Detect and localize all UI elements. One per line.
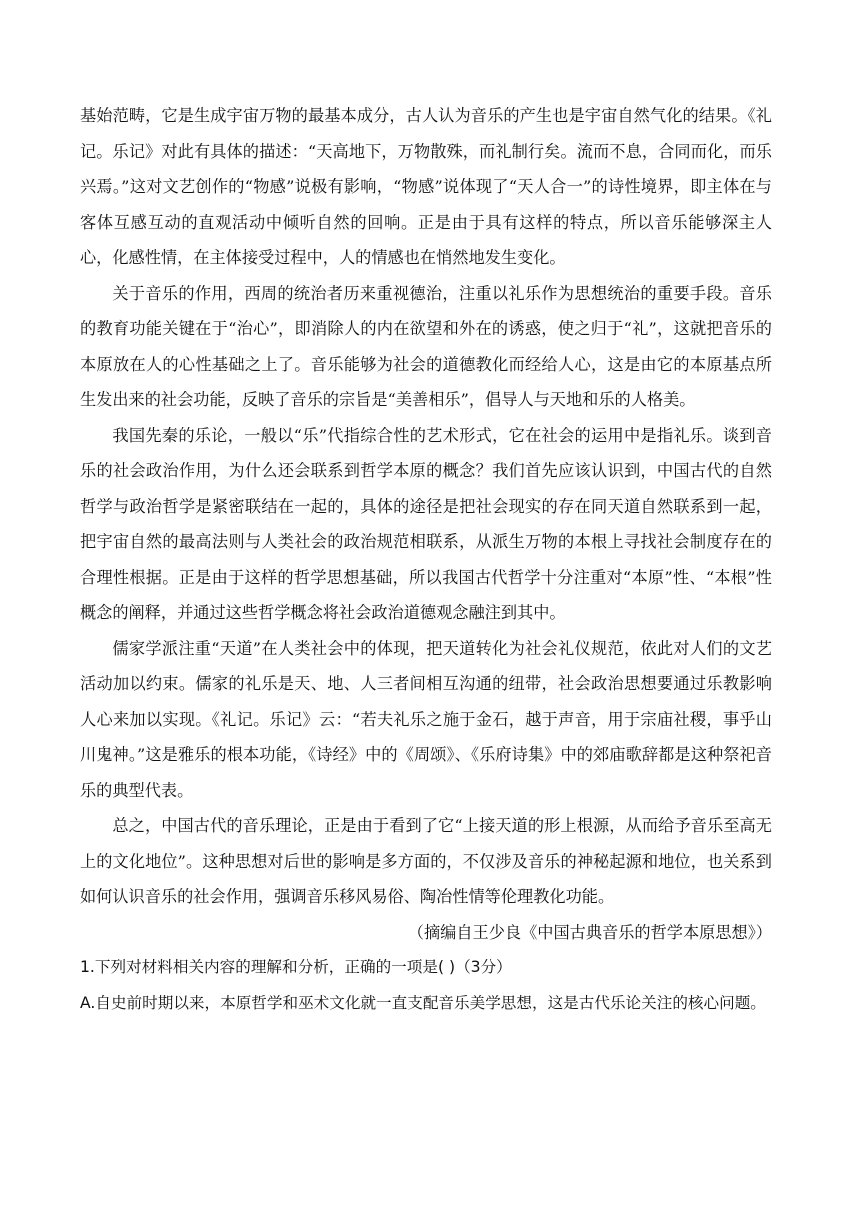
paragraph-1: 基始范畴，它是生成宇宙万物的最基本成分，古人认为音乐的产生也是宇宙自然气化的结果。《礼记。乐记》对此有具体的描述：“天高地下，万物散殊，而礼制行矣。流而不息，合同而化，而乐兴焉。”这对文艺创作的“物感”说极有影响，“物感”说体现了“天人合一”的诗性境界，即主体在与客体互感互动的直观活动中倾听自然的回响。正是由于具有这样的特点，所以音乐能够深主人心，化感性情，在主体接受过程中，人的情感也在悄然地发生变化。 <box>80 106 772 267</box>
source-citation: （摘编自王少良《中国古典音乐的哲学本原思想》） <box>407 922 772 942</box>
paragraph-5: 总之，中国古代的音乐理论，正是由于看到了它“上接天道的形上根源，从而给予音乐至高无上的文化地位”。这种思想对后世的影响是多方面的，不仅涉及音乐的神秘起源和地位，也关系到如何认识音乐的社会作用，强调音乐移风易俗、陶冶性情等伦理教化功能。 <box>80 816 772 906</box>
document-page <box>80 98 772 1021</box>
question-option-a: A.自史前时期以来，本原哲学和巫术文化就一直支配音乐美学思想，这是古代乐论关注的核心问题。 <box>80 993 766 1012</box>
paragraph-3: 我国先秦的乐论，一般以“乐”代指综合性的艺术形式，它在社会的运用中是指礼乐。谈到音乐的社会政治作用，为什么还会联系到哲学本原的概念？我们首先应该认识到，中国古代的自然哲学与政治哲学是紧密联结在一起的，具体的途径是把社会现实的存在同天道自然联系到一起，把宇宙自然的最高法则与人类社会的政治规范相联系，从派生万物的本根上寻找社会制度存在的合理性根据。正是由于这样的哲学思想基础，所以我国古代哲学十分注重对“本原”性、“本根”性概念的阐释，并通过这些哲学概念将社会政治道德观念融注到其中。 <box>80 425 772 622</box>
paragraph-2: 关于音乐的作用，西周的统治者历来重视德治，注重以礼乐作为思想统治的重要手段。音乐的教育功能关键在于“治心”，即消除人的内在欲望和外在的诱惑，使之归于“礼”，这就把音乐的本原放在人的心性基础之上了。音乐能够为社会的道德教化而经给人心，这是由它的本原基点所生发出来的社会功能，反映了音乐的宗旨是“美善相乐”，倡导人与天地和乐的人格美。 <box>80 283 772 409</box>
paragraph-4: 儒家学派注重“天道”在人类社会中的体现，把天道转化为社会礼仪规范，依此对人们的文艺活动加以约束。儒家的礼乐是天、地、人三者间相互沟通的纽带，社会政治思想要通过乐教影响人心来加以实现。《礼记。乐记》云：“若夫礼乐之施于金石，越于声音，用于宗庙社稷，事乎山川鬼神。”这是雅乐的根本功能，《诗经》中的《周颂》、《乐府诗集》中的郊庙歌辞都是这种祭祀音乐的典型代表。 <box>80 638 772 800</box>
question-stem: 1.下列对材料相关内容的理解和分析，正确的一项是( )（3分） <box>80 958 512 976</box>
